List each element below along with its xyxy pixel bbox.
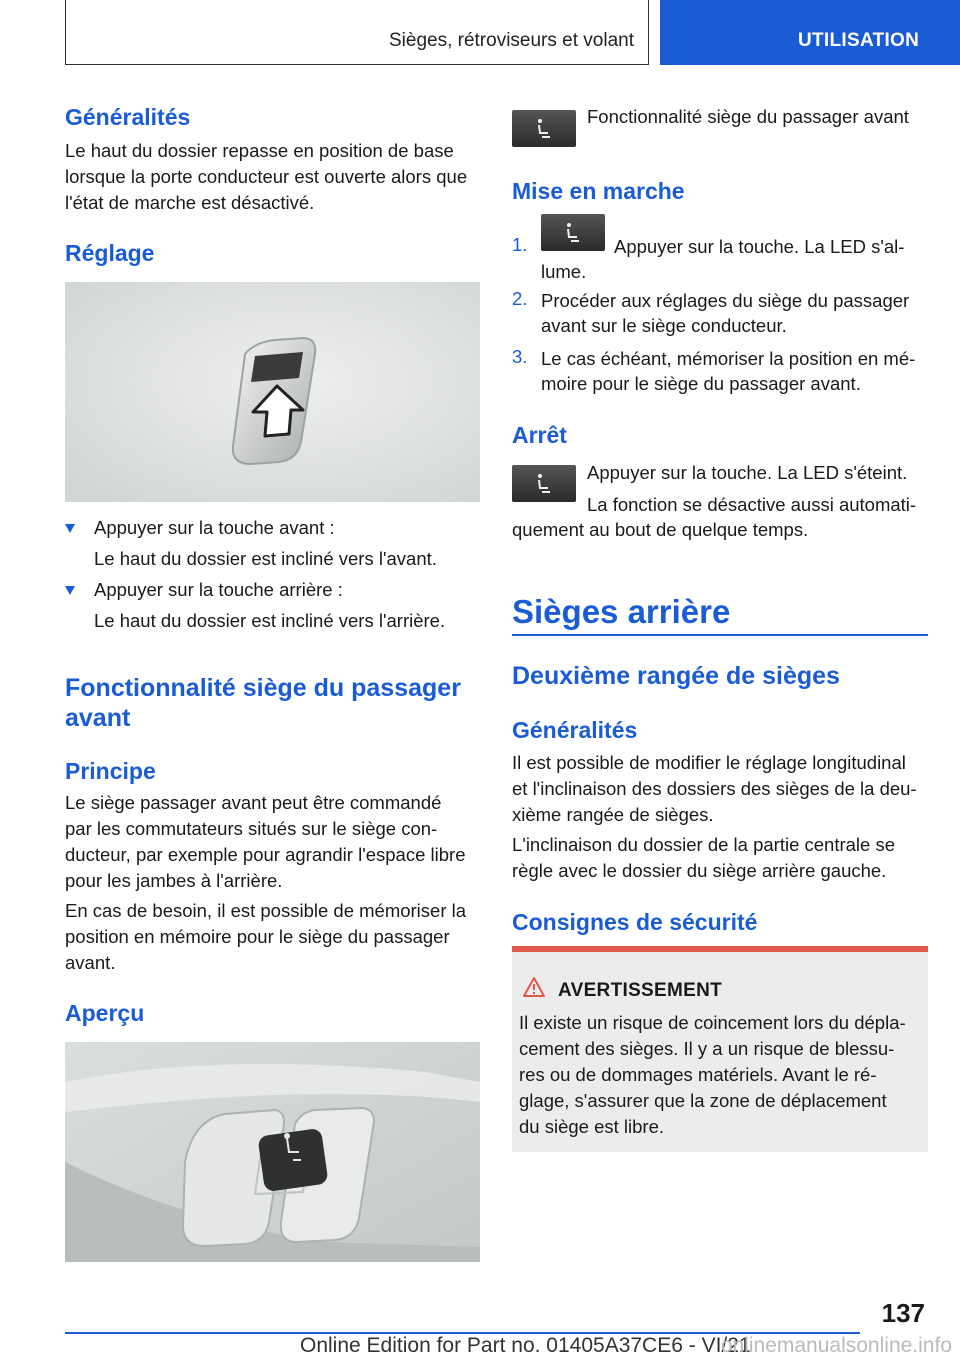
warning-box [512, 946, 928, 1152]
heading-consignes: Consignes de sécurité [512, 909, 758, 935]
heading-generalites: Généralités [65, 104, 191, 130]
arret-text-2: La fonction se désactive aussi automati- [587, 494, 917, 515]
heading-sieges-arriere: Sièges arrière [512, 593, 731, 630]
heading-principe: Principe [65, 758, 156, 784]
heading-fonctionnalite: Fonctionnalité siège du passager avant [65, 674, 461, 732]
passenger-seat-button-icon [541, 214, 605, 251]
heading-apercu: Aperçu [65, 1000, 145, 1026]
bullet-list-reglage [65, 515, 480, 639]
warning-label: AVERTISSEMENT [558, 980, 723, 1001]
list-item: 2. Procéder aux réglages du siège du passager avant sur le siège conducteur. [512, 288, 910, 336]
list-item: 1. Appuyer sur la touche. La LED s'al- lume. [512, 214, 928, 284]
heading-deuxieme-rangee: Deuxième rangée de sièges [512, 662, 840, 690]
seat-glyph-icon [532, 117, 556, 141]
seat-glyph-icon [532, 472, 556, 496]
heading-arret: Arrêt [512, 422, 567, 448]
arret-text-3: quement au bout de quelque temps. [512, 519, 809, 540]
paragraph-principe-1: Le siège passager avant peut être commandé par les commutateurs situés sur le siège con- ducteur, par exemple pour agrandir l'espace libre pour les jambes à l'arrière. [65, 792, 466, 891]
heading-reglage: Réglage [65, 240, 155, 266]
footer-site-watermark: onlinemanualsonline.info [720, 1334, 952, 1357]
passenger-seat-button-icon [512, 110, 576, 147]
paragraph-principe-2: En cas de besoin, il est possible de mémoriser la position en mémoire pour le siège du passager avant. [65, 900, 467, 973]
arret-text-1: Appuyer sur la touche. La LED s'éteint. [587, 462, 908, 483]
heading-mise-en-marche: Mise en marche [512, 178, 685, 204]
list-item: 3. Le cas échéant, mémoriser la position en mé- moire pour le siège du passager avant. [512, 346, 916, 394]
bullet-triangle-icon [65, 524, 75, 533]
heading-underline [512, 634, 928, 636]
seat-glyph-icon [561, 221, 585, 245]
paragraph-generalites-arriere-2: L'inclinaison du dossier de la partie centrale se règle avec le dossier du siège arrière gauche. [512, 834, 896, 881]
header-section-box [65, 0, 649, 65]
icon-caption: Fonctionnalité siège du passager avant [587, 106, 909, 127]
bullet-triangle-icon [65, 586, 75, 595]
numbered-steps [512, 214, 928, 402]
paragraph-generalites: Le haut du dossier repasse en position de base lorsque la porte conducteur est ouverte alors que l'état de marche est désactivé. [65, 140, 468, 213]
warning-triangle-icon [522, 976, 546, 998]
footer-edition: Online Edition for Part no. 01405A37CE6 - VI/21 [300, 1334, 751, 1357]
page-number: 137 [881, 1298, 925, 1328]
warning-text: Il existe un risque de coincement lors du dépla- cement des sièges. Il y a un risque de blessu- res ou de dommages matériels. Avant le ré- glage, s'assurer que la zone de déplacement du siège est libre. [519, 1012, 906, 1137]
photo-backrest-switch [65, 282, 480, 502]
heading-generalites-arriere: Généralités [512, 717, 638, 743]
list-item: Appuyer sur la touche arrière : Le haut du dossier est incliné vers l'arrière. [65, 577, 480, 639]
paragraph-generalites-arriere-1: Il est possible de modifier le réglage longitudinal et l'inclinaison des dossiers des sièges de la deu- xième rangée de sièges. [512, 752, 917, 825]
seat-controls-illustration [65, 1042, 480, 1262]
backrest-switch-illustration [65, 282, 480, 502]
header-section-title: Sièges, rétroviseurs et volant [388, 30, 634, 51]
photo-seat-controls [65, 1042, 480, 1262]
list-item: Appuyer sur la touche avant : Le haut du dossier est incliné vers l'avant. [65, 515, 480, 577]
header-chapter-tab [660, 0, 960, 65]
passenger-seat-button-icon [512, 465, 576, 502]
header-chapter-title: UTILISATION [798, 30, 920, 51]
